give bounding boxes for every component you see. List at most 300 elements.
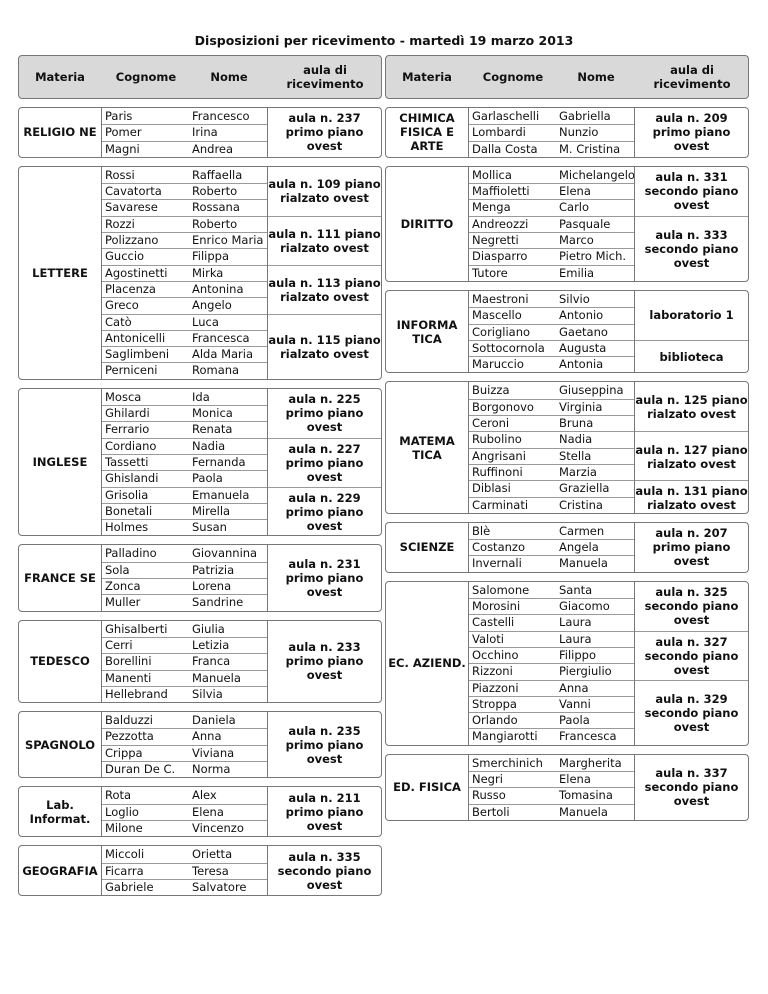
surname-cell: Rota — [105, 788, 132, 803]
firstname-cell: Andrea — [192, 141, 234, 156]
room-label: aula n. 131 piano rialzato ovest — [635, 480, 748, 514]
table-row — [469, 356, 635, 372]
firstname-cell: Nadia — [559, 432, 593, 447]
firstname-cell: Lorena — [192, 579, 232, 594]
room-column — [267, 545, 381, 610]
blocks-left — [18, 107, 382, 896]
room-label: aula n. 229 primo piano ovest — [268, 487, 381, 537]
table-header — [385, 55, 749, 99]
surname-cell: Hellebrand — [105, 686, 168, 701]
table-row — [102, 728, 268, 745]
firstname-cell: Antonina — [192, 281, 244, 296]
firstname-cell: Nadia — [192, 438, 226, 453]
firstname-cell: M. Cristina — [559, 141, 621, 156]
room-label: aula n. 127 piano rialzato ovest — [635, 431, 748, 481]
table-row — [102, 686, 268, 702]
surname-cell: Garlaschelli — [472, 109, 540, 123]
subject-label: SPAGNOLO — [24, 737, 96, 752]
firstname-cell: Monica — [192, 406, 233, 421]
firstname-cell: Roberto — [192, 216, 238, 231]
table-row — [469, 431, 635, 448]
firstname-cell: Alda Maria — [192, 347, 254, 362]
table-row — [102, 346, 268, 363]
surname-cell: Lombardi — [472, 125, 526, 140]
table-row — [102, 879, 268, 895]
surname-cell: Piazzoni — [472, 680, 519, 695]
firstname-cell: Santa — [559, 582, 593, 597]
table-row — [102, 745, 268, 762]
table-row — [469, 598, 635, 615]
surname-cell: Russo — [472, 788, 506, 803]
subject-label: MATEMA TICA — [399, 433, 455, 462]
surname-cell: Holmes — [105, 520, 149, 535]
surname-cell: Ruffinoni — [472, 464, 523, 479]
room-label: aula n. 115 piano rialzato ovest — [268, 314, 381, 380]
table-row — [469, 167, 635, 184]
surname-cell: Buizza — [472, 383, 510, 398]
table-row — [469, 141, 635, 157]
surname-cell: Ghisalberti — [105, 621, 168, 636]
firstname-cell: Renata — [192, 422, 233, 437]
table-row — [102, 594, 268, 610]
blocks-right — [385, 107, 749, 821]
surname-cell: Pomer — [105, 125, 142, 140]
room-label: aula n. 233 primo piano ovest — [285, 640, 364, 683]
surname-cell: Gabriele — [105, 879, 154, 894]
table-row — [469, 291, 635, 308]
firstname-cell: Luca — [192, 314, 219, 329]
room-column — [267, 621, 381, 703]
header-materia: Materia — [402, 70, 452, 84]
firstname-cell: Romana — [192, 363, 240, 378]
firstname-cell: Franca — [192, 654, 231, 669]
surname-cell: Perniceni — [105, 363, 158, 378]
room-label: aula n. 109 piano rialzato ovest — [268, 177, 381, 206]
room-column — [634, 382, 748, 512]
table-row — [469, 464, 635, 481]
table-row — [102, 362, 268, 378]
surname-cell: Miccoli — [105, 847, 145, 862]
teacher-list — [468, 523, 635, 572]
surname-cell: Placenza — [105, 281, 156, 296]
teacher-list — [101, 108, 268, 157]
table-row — [102, 421, 268, 438]
room-label: aula n. 227 primo piano ovest — [268, 438, 381, 488]
firstname-cell: Tomasina — [559, 788, 613, 803]
firstname-cell: Rossana — [192, 200, 240, 215]
room-column — [267, 167, 381, 379]
firstname-cell: Enrico Maria — [192, 233, 264, 248]
surname-cell: Rubolino — [472, 432, 522, 447]
room-label: aula n. 235 primo piano ovest — [285, 723, 364, 766]
surname-cell: Borellini — [105, 654, 152, 669]
surname-cell: Mosca — [105, 389, 142, 404]
right-column — [385, 55, 749, 821]
subject-block — [385, 166, 749, 282]
surname-cell: Ghislandi — [105, 471, 159, 486]
firstname-cell: Vanni — [559, 696, 591, 711]
teacher-list — [101, 389, 268, 536]
surname-cell: Borgonovo — [472, 399, 534, 414]
subject-label: INGLESE — [32, 455, 88, 470]
firstname-cell: Francesca — [192, 330, 250, 345]
firstname-cell: Orietta — [192, 847, 233, 862]
firstname-cell: Salvatore — [192, 879, 247, 894]
subject-label: GEOGRAFIA — [22, 863, 98, 878]
table-row — [102, 314, 268, 331]
teacher-list — [101, 167, 268, 379]
surname-cell: Valoti — [472, 631, 504, 646]
firstname-cell: Giacomo — [559, 599, 610, 614]
table-row — [102, 846, 268, 863]
firstname-cell: Mirka — [192, 265, 224, 280]
subject-block — [18, 786, 382, 837]
table-row — [469, 755, 635, 772]
room-label: aula n. 337 secondo piano ovest — [644, 766, 739, 809]
table-row — [102, 820, 268, 836]
room-label: laboratorio 1 — [649, 308, 734, 323]
firstname-cell: Nunzio — [559, 125, 599, 140]
firstname-cell: Antonia — [559, 357, 604, 372]
subject-label: INFORMA TICA — [396, 317, 458, 346]
firstname-cell: Bruna — [559, 416, 594, 431]
table-row — [469, 523, 635, 540]
table-row — [102, 141, 268, 157]
firstname-cell: Manuela — [559, 804, 608, 819]
table-row — [469, 108, 635, 125]
surname-cell: Muller — [105, 595, 141, 610]
teacher-list — [468, 582, 635, 745]
surname-cell: Andreozzi — [472, 216, 529, 231]
firstname-cell: Gaetano — [559, 324, 608, 339]
surname-cell: Blè — [472, 523, 491, 538]
firstname-cell: Ida — [192, 389, 210, 404]
firstname-cell: Michelangelo — [559, 167, 635, 182]
table-row — [102, 248, 268, 265]
table-row — [469, 647, 635, 664]
firstname-cell: Anna — [192, 729, 222, 744]
table-row — [102, 519, 268, 535]
firstname-cell: Patrizia — [192, 562, 235, 577]
surname-cell: Angrisani — [472, 448, 526, 463]
table-row — [469, 324, 635, 341]
header-aula: aula di ricevimento — [286, 63, 364, 91]
surname-cell: Diasparro — [472, 249, 528, 264]
firstname-cell: Gabriella — [559, 109, 611, 123]
firstname-cell: Elena — [192, 804, 224, 819]
teacher-list — [468, 755, 635, 820]
header-nome: Nome — [577, 70, 615, 84]
table-row — [102, 216, 268, 233]
firstname-cell: Irina — [192, 125, 218, 140]
table-row — [469, 663, 635, 680]
table-row — [469, 582, 635, 599]
table-row — [102, 487, 268, 504]
firstname-cell: Marzia — [559, 464, 597, 479]
table-row — [469, 382, 635, 399]
table-row — [469, 199, 635, 216]
room-label: aula n. 335 secondo piano ovest — [277, 849, 372, 892]
header-materia: Materia — [35, 70, 85, 84]
surname-cell: Rizzoni — [472, 664, 513, 679]
room-label: aula n. 329 secondo piano ovest — [635, 680, 748, 746]
surname-cell: Loglio — [105, 804, 139, 819]
subject-block — [385, 522, 749, 573]
room-label: aula n. 207 primo piano ovest — [652, 526, 731, 569]
firstname-cell: Augusta — [559, 340, 607, 355]
surname-cell: Polizzano — [105, 233, 159, 248]
table-row — [469, 216, 635, 233]
table-row — [469, 307, 635, 324]
table-row — [469, 787, 635, 804]
subject-block — [18, 388, 382, 537]
table-row — [102, 712, 268, 729]
firstname-cell: Susan — [192, 520, 227, 535]
firstname-cell: Marco — [559, 233, 594, 248]
firstname-cell: Margherita — [559, 755, 622, 770]
table-row — [102, 438, 268, 455]
firstname-cell: Filippa — [192, 249, 230, 264]
surname-cell: Diblasi — [472, 481, 511, 496]
surname-cell: Maffioletti — [472, 184, 530, 199]
table-row — [102, 265, 268, 282]
table-row — [469, 555, 635, 571]
table-row — [102, 503, 268, 520]
firstname-cell: Alex — [192, 788, 217, 803]
surname-cell: Maestroni — [472, 291, 529, 306]
room-column — [267, 108, 381, 157]
teacher-list — [468, 108, 635, 157]
subject-label: RELIGIO NE — [23, 125, 97, 140]
firstname-cell: Angela — [559, 540, 599, 555]
surname-cell: Invernali — [472, 556, 522, 571]
subject-label: SCIENZE — [399, 540, 455, 555]
surname-cell: Sola — [105, 562, 130, 577]
firstname-cell: Manuela — [559, 556, 608, 571]
subject-label: TEDESCO — [30, 654, 90, 669]
table-row — [469, 124, 635, 141]
room-column — [634, 167, 748, 281]
firstname-cell: Francesco — [192, 109, 250, 123]
firstname-cell: Angelo — [192, 298, 232, 313]
table-header — [18, 55, 382, 99]
surname-cell: Castelli — [472, 615, 515, 630]
surname-cell: Mollica — [472, 167, 512, 182]
firstname-cell: Letizia — [192, 637, 230, 652]
surname-cell: Zonca — [105, 579, 141, 594]
firstname-cell: Filippo — [559, 647, 596, 662]
teacher-list — [101, 545, 268, 610]
surname-cell: Costanzo — [472, 540, 525, 555]
surname-cell: Ficarra — [105, 863, 144, 878]
surname-cell: Cavatorta — [105, 184, 162, 199]
header-cognome: Cognome — [115, 70, 177, 84]
firstname-cell: Silvia — [192, 686, 223, 701]
surname-cell: Crippa — [105, 745, 143, 760]
firstname-cell: Pasquale — [559, 216, 611, 231]
table-row — [469, 480, 635, 497]
room-label: aula n. 333 secondo piano ovest — [635, 216, 748, 282]
firstname-cell: Paola — [559, 713, 590, 728]
room-label: biblioteca — [635, 340, 748, 374]
surname-cell: Magni — [105, 141, 140, 156]
firstname-cell: Antonio — [559, 308, 604, 323]
firstname-cell: Raffaella — [192, 167, 243, 182]
surname-cell: Duran De C. — [105, 762, 176, 777]
firstname-cell: Manuela — [192, 670, 241, 685]
firstname-cell: Daniela — [192, 713, 236, 728]
firstname-cell: Francesca — [559, 729, 617, 744]
table-row — [469, 183, 635, 200]
surname-cell: Stroppa — [472, 696, 517, 711]
surname-cell: Corigliano — [472, 324, 531, 339]
table-row — [469, 680, 635, 697]
surname-cell: Negretti — [472, 233, 519, 248]
subject-block — [18, 711, 382, 778]
table-row — [102, 281, 268, 298]
subject-label: LETTERE — [32, 265, 88, 280]
table-row — [469, 232, 635, 249]
table-row — [469, 448, 635, 465]
surname-cell: Ferrario — [105, 422, 150, 437]
table-row — [469, 399, 635, 416]
subject-label: CHIMICA FISICA E ARTE — [399, 111, 455, 154]
firstname-cell: Elena — [559, 184, 591, 199]
table-row — [469, 265, 635, 281]
surname-cell: Rossi — [105, 167, 135, 182]
firstname-cell: Stella — [559, 448, 592, 463]
firstname-cell: Giulia — [192, 621, 225, 636]
surname-cell: Morosini — [472, 599, 521, 614]
room-column — [267, 846, 381, 895]
surname-cell: Maruccio — [472, 357, 524, 372]
subject-block — [385, 107, 749, 158]
header-nome: Nome — [210, 70, 248, 84]
firstname-cell: Anna — [559, 680, 589, 695]
surname-cell: Menga — [472, 200, 511, 215]
teacher-list — [468, 167, 635, 281]
firstname-cell: Roberto — [192, 184, 238, 199]
subject-label: Lab. Informat. — [29, 797, 91, 826]
teacher-list — [101, 846, 268, 895]
room-column — [634, 291, 748, 373]
header-aula: aula di ricevimento — [653, 63, 731, 91]
table-row — [102, 787, 268, 804]
surname-cell: Grisolia — [105, 487, 149, 502]
surname-cell: Dalla Costa — [472, 141, 538, 156]
table-row — [469, 696, 635, 713]
room-label: aula n. 111 piano rialzato ovest — [268, 216, 381, 266]
table-row — [102, 232, 268, 249]
room-label: aula n. 231 primo piano ovest — [285, 557, 364, 600]
firstname-cell: Paola — [192, 471, 223, 486]
surname-cell: Bertoli — [472, 804, 510, 819]
teacher-list — [468, 291, 635, 373]
room-label: aula n. 211 primo piano ovest — [285, 790, 364, 833]
room-label: aula n. 327 secondo piano ovest — [635, 631, 748, 681]
firstname-cell: Elena — [559, 772, 591, 787]
room-label: aula n. 113 piano rialzato ovest — [268, 265, 381, 315]
surname-cell: Balduzzi — [105, 713, 153, 728]
firstname-cell: Graziella — [559, 481, 610, 496]
table-row — [102, 470, 268, 487]
table-row — [102, 653, 268, 670]
surname-cell: Saglimbeni — [105, 347, 170, 362]
teacher-list — [101, 712, 268, 777]
surname-cell: Agostinetti — [105, 265, 168, 280]
firstname-cell: Giovannina — [192, 546, 258, 561]
surname-cell: Tassetti — [105, 454, 149, 469]
subject-block — [385, 381, 749, 513]
teacher-list — [468, 382, 635, 512]
surname-cell: Guccio — [105, 249, 145, 264]
table-row — [469, 614, 635, 631]
table-row — [102, 108, 268, 125]
table-row — [469, 728, 635, 744]
surname-cell: Pezzotta — [105, 729, 154, 744]
firstname-cell: Giuseppina — [559, 383, 624, 398]
table-row — [102, 637, 268, 654]
room-column — [634, 755, 748, 820]
table-row — [102, 863, 268, 880]
firstname-cell: Mirella — [192, 503, 231, 518]
surname-cell: Ghilardi — [105, 406, 150, 421]
firstname-cell: Carmen — [559, 523, 605, 538]
room-column — [267, 712, 381, 777]
teacher-list — [101, 621, 268, 703]
subject-block — [18, 166, 382, 380]
subject-label: EC. AZIEND. — [388, 656, 466, 671]
table-row — [102, 297, 268, 314]
surname-cell: Sottocornola — [472, 340, 545, 355]
surname-cell: Greco — [105, 298, 139, 313]
table-row — [102, 761, 268, 777]
left-column — [18, 55, 382, 896]
surname-cell: Orlando — [472, 713, 518, 728]
table-row — [102, 330, 268, 347]
surname-cell: Smerchinich — [472, 755, 543, 770]
table-row — [469, 539, 635, 556]
surname-cell: Salomone — [472, 582, 530, 597]
surname-cell: Negri — [472, 772, 503, 787]
table-row — [469, 631, 635, 648]
room-column — [634, 582, 748, 745]
surname-cell: Mangiarotti — [472, 729, 538, 744]
table-row — [469, 804, 635, 820]
room-column — [634, 523, 748, 572]
surname-cell: Tutore — [472, 265, 508, 280]
subject-block — [18, 544, 382, 611]
table-row — [102, 621, 268, 638]
page-title: Disposizioni per ricevimento - martedì 19 marzo 2013 — [194, 33, 574, 48]
firstname-cell: Laura — [559, 631, 592, 646]
subject-block — [385, 581, 749, 746]
table-row — [469, 340, 635, 357]
surname-cell: Catò — [105, 314, 132, 329]
table-row — [102, 389, 268, 406]
firstname-cell: Silvio — [559, 291, 590, 306]
header-cognome: Cognome — [482, 70, 544, 84]
table-row — [102, 405, 268, 422]
teacher-list — [101, 787, 268, 836]
surname-cell: Cordiano — [105, 438, 157, 453]
table-row — [102, 578, 268, 595]
subject-label: DIRITTO — [400, 216, 454, 231]
surname-cell: Milone — [105, 820, 143, 835]
firstname-cell: Emilia — [559, 265, 595, 280]
table-row — [102, 454, 268, 471]
firstname-cell: Laura — [559, 615, 592, 630]
